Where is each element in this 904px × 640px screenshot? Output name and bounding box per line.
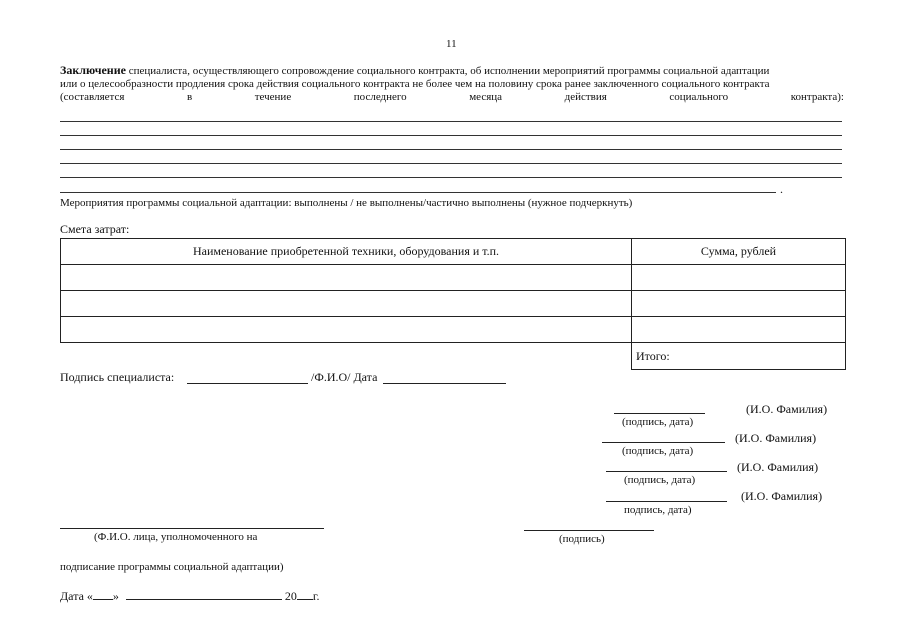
signer-signature-line[interactable] (602, 442, 725, 443)
column-header-item-name: Наименование приобретенной техники, оборудования и т.п. (61, 239, 632, 265)
conclusion-fill-line[interactable] (60, 177, 842, 178)
date-year-prefix: 20 (284, 589, 297, 603)
signer-caption: подпись, дата) (624, 504, 692, 516)
column-header-sum: Сумма, рублей (632, 239, 846, 265)
authorized-signature-caption: (подпись) (559, 533, 605, 545)
total-cell[interactable] (632, 343, 846, 370)
conclusion-line-2: или о целесообразности продления срока действия социального контракта не более чем на половину срока ранее заключенного социального контракта (60, 78, 770, 90)
authorized-fio-line[interactable] (60, 528, 324, 529)
date-year-suffix: г. (312, 589, 320, 603)
conclusion-word: в (186, 91, 193, 103)
conclusion-line-1-text: специалиста, осуществляющего сопровождение социального контракта, об исполнении мероприятий программы социальной адаптации (125, 65, 770, 77)
signer-name-label: (И.О. Фамилия) (746, 402, 828, 416)
specialist-date-line[interactable] (383, 383, 506, 384)
conclusion-word: действия (564, 91, 607, 103)
date-year-blank[interactable] (297, 589, 313, 600)
date-line (60, 589, 320, 603)
specialist-signature-label: Подпись специалиста: (60, 370, 175, 384)
specialist-signature-line[interactable] (187, 383, 308, 384)
table-header-row (61, 239, 846, 265)
conclusion-word: последнего (353, 91, 407, 103)
item-sum-cell[interactable] (632, 265, 846, 291)
item-sum-cell[interactable] (632, 291, 846, 317)
signer-signature-line[interactable] (614, 413, 705, 414)
signer-name-label: (И.О. Фамилия) (741, 489, 823, 503)
conclusion-word: контракта): (790, 91, 844, 103)
table-row (61, 317, 846, 343)
total-spacer (61, 343, 632, 370)
table-row (61, 291, 846, 317)
signer-caption: (подпись, дата) (624, 474, 696, 486)
signer-signature-line[interactable] (606, 501, 727, 502)
conclusion-fill-line[interactable] (60, 163, 842, 164)
conclusion-word: социального (669, 91, 729, 103)
adaptation-status-text: Мероприятия программы социальной адаптации: выполнены / не выполнены/частично выполнены (нужное подчеркнуть) (60, 197, 633, 209)
conclusion-end-mark: . (780, 182, 783, 196)
signer-name-label: (И.О. Фамилия) (737, 460, 819, 474)
date-close-quote: » (112, 589, 119, 603)
signer-name-label: (И.О. Фамилия) (735, 431, 817, 445)
conclusion-line-1 (60, 64, 844, 78)
signer-caption: (подпись, дата) (622, 445, 694, 457)
conclusion-title: Заключение (60, 63, 126, 77)
conclusion-fill-line[interactable] (60, 149, 842, 150)
date-month-blank[interactable] (126, 589, 282, 600)
item-name-cell[interactable] (61, 291, 632, 317)
conclusion-line-3 (60, 91, 844, 104)
table-row (61, 265, 846, 291)
item-sum-cell[interactable] (632, 317, 846, 343)
date-day-blank[interactable] (93, 589, 113, 600)
page-number: 11 (446, 38, 457, 50)
authorized-caption-line1: (Ф.И.О. лица, уполномоченного на (94, 531, 258, 543)
total-label: Итого: (636, 348, 670, 363)
item-name-cell[interactable] (61, 317, 632, 343)
conclusion-fill-line[interactable] (60, 192, 776, 193)
conclusion-fill-line[interactable] (60, 135, 842, 136)
conclusion-fill-line[interactable] (60, 121, 842, 122)
conclusion-paragraph (60, 64, 844, 104)
signer-signature-line[interactable] (606, 471, 727, 472)
cost-estimate-table (60, 238, 846, 370)
estimate-label: Смета затрат: (60, 222, 130, 236)
authorized-caption-line2: подписание программы социальной адаптации) (60, 561, 284, 573)
conclusion-word: течение (254, 91, 292, 103)
specialist-fio-date-label: /Ф.И.О/ Дата (311, 370, 378, 384)
conclusion-word: месяца (469, 91, 503, 103)
conclusion-word: (составляется (60, 91, 125, 103)
date-prefix: Дата « (60, 589, 93, 603)
table-total-row (61, 343, 846, 370)
item-name-cell[interactable] (61, 265, 632, 291)
authorized-signature-line[interactable] (524, 530, 654, 531)
signer-caption: (подпись, дата) (622, 416, 694, 428)
